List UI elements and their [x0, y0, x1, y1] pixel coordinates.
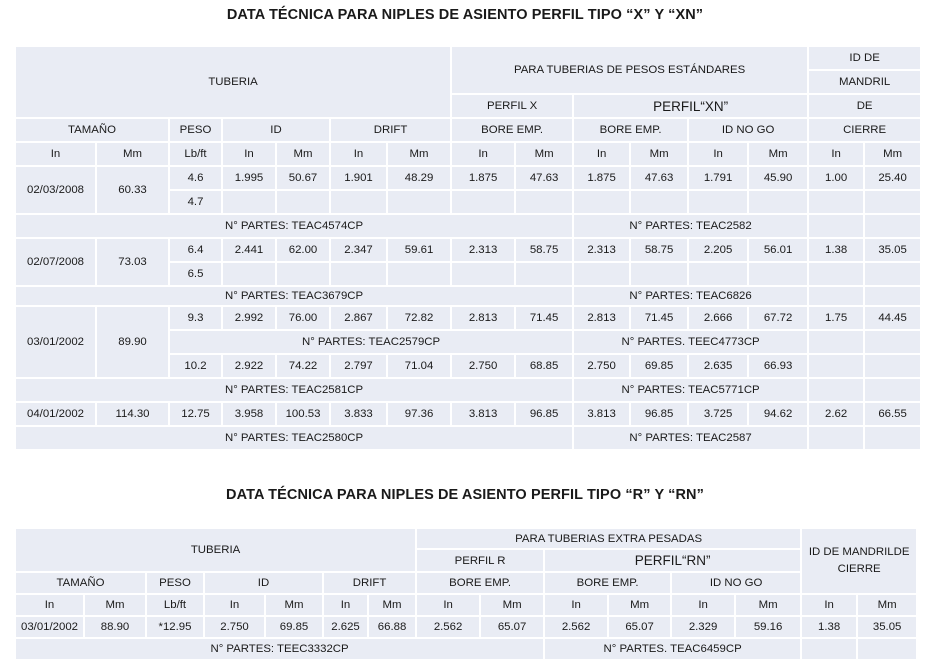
table-row [15, 166, 921, 190]
cell: 6.5 [169, 262, 222, 286]
cell [451, 190, 515, 214]
unit-cell: Mm [608, 594, 671, 616]
header-perfil-rn: PERFIL“RN” [544, 549, 801, 572]
header-extra-pesadas: PARA TUBERIAS EXTRA PESADAS [416, 528, 801, 549]
cell [387, 190, 451, 214]
parts-number-x: N° PARTES: TEAC2580CP [15, 426, 573, 450]
header-id-mandril-cierre: ID DE MANDRILDE CIERRE [801, 528, 917, 594]
cell: 3.725 [688, 402, 748, 426]
cell [276, 190, 330, 214]
cell: 2.313 [451, 238, 515, 262]
header-tuberia: TUBERIA [15, 528, 416, 572]
parts-number-xn: N° PARTES. TEEC4773CP [573, 330, 808, 354]
parts-number-x: N° PARTES: TEAC3679CP [15, 286, 573, 306]
unit-cell: Lb/ft [169, 142, 222, 166]
cell: 74.22 [276, 354, 330, 378]
parts-row [15, 378, 921, 402]
cell: *12.95 [146, 616, 204, 638]
header-row [15, 118, 921, 142]
header-peso: PESO [146, 572, 204, 594]
cell: 3.833 [330, 402, 387, 426]
cell: 1.00 [808, 166, 864, 190]
table-row [15, 616, 917, 638]
cell: 2.347 [330, 238, 387, 262]
cell [330, 190, 387, 214]
cell: 2.813 [573, 306, 630, 330]
unit-cell: In [808, 142, 864, 166]
parts-number-xn: N° PARTES: TEAC6826 [573, 286, 808, 306]
parts-number-xn: N° PARTES: TEAC2582 [573, 214, 808, 238]
cell: 69.85 [630, 354, 688, 378]
cell [857, 638, 917, 660]
unit-cell: In [15, 594, 84, 616]
cell: 71.04 [387, 354, 451, 378]
header-de: DE [808, 94, 921, 118]
cell [864, 286, 921, 306]
cell [630, 262, 688, 286]
header-drift: DRIFT [323, 572, 416, 594]
header-perfil-xn: PERFIL“XN” [573, 94, 808, 118]
header-tamano: TAMAÑO [15, 572, 146, 594]
units-row [15, 594, 917, 616]
cell: 96.85 [630, 402, 688, 426]
unit-cell: Mm [515, 142, 573, 166]
cell: 100.53 [276, 402, 330, 426]
header-id-no-go: ID NO GO [671, 572, 801, 594]
cell [801, 638, 857, 660]
cell: 35.05 [864, 238, 921, 262]
cell: 2.205 [688, 238, 748, 262]
unit-cell: In [451, 142, 515, 166]
size-in: 02/03/2008 [15, 166, 96, 214]
cell: 2.750 [451, 354, 515, 378]
table-row [15, 402, 921, 426]
cell: 9.3 [169, 306, 222, 330]
cell: 72.82 [387, 306, 451, 330]
size-mm: 60.33 [96, 166, 169, 214]
cell: 4.7 [169, 190, 222, 214]
cell: 58.75 [515, 238, 573, 262]
unit-cell: In [330, 142, 387, 166]
table-row [15, 238, 921, 262]
cell [573, 262, 630, 286]
cell: 2.867 [330, 306, 387, 330]
cell [688, 190, 748, 214]
cell [864, 190, 921, 214]
parts-number-x: N° PARTES: TEAC2581CP [15, 378, 573, 402]
cell: 3.958 [222, 402, 276, 426]
cell: 71.45 [515, 306, 573, 330]
unit-cell: Mm [84, 594, 146, 616]
header-perfil-x: PERFIL X [451, 94, 573, 118]
unit-cell: Lb/ft [146, 594, 204, 616]
table-rn-data [14, 527, 918, 661]
unit-cell: Mm [96, 142, 169, 166]
header-bore-emp-rn: BORE EMP. [544, 572, 671, 594]
unit-cell: Mm [630, 142, 688, 166]
size-mm: 73.03 [96, 238, 169, 286]
unit-cell: In [671, 594, 735, 616]
size-in: 03/01/2002 [15, 306, 96, 378]
cell [864, 354, 921, 378]
table2-title: DATA TÉCNICA PARA NIPLES DE ASIENTO PERFIL TIPO “R” Y “RN” [226, 487, 704, 503]
cell: 65.07 [608, 616, 671, 638]
cell [808, 190, 864, 214]
cell: 6.4 [169, 238, 222, 262]
unit-cell: In [323, 594, 368, 616]
unit-cell: Mm [864, 142, 921, 166]
size-mm: 88.90 [84, 616, 146, 638]
unit-cell: In [544, 594, 608, 616]
unit-cell: Mm [735, 594, 801, 616]
header-row [15, 46, 921, 70]
cell [808, 378, 864, 402]
unit-cell: In [801, 594, 857, 616]
cell: 69.85 [265, 616, 323, 638]
unit-cell: Mm [748, 142, 808, 166]
header-cierre: CIERRE [808, 118, 921, 142]
cell: 56.01 [748, 238, 808, 262]
cell: 2.562 [544, 616, 608, 638]
cell: 1.875 [573, 166, 630, 190]
parts-row [15, 214, 921, 238]
parts-number-x: N° PARTES: TEAC4574CP [15, 214, 573, 238]
unit-cell: Mm [480, 594, 544, 616]
cell: 94.62 [748, 402, 808, 426]
cell: 2.635 [688, 354, 748, 378]
cell [630, 190, 688, 214]
cell: 4.6 [169, 166, 222, 190]
unit-cell: Mm [857, 594, 917, 616]
size-in: 04/01/2002 [15, 402, 96, 426]
header-id-de: ID DE [808, 46, 921, 70]
units-row [15, 142, 921, 166]
cell [515, 190, 573, 214]
unit-cell: In [573, 142, 630, 166]
header-row [15, 572, 917, 594]
unit-cell: Mm [368, 594, 416, 616]
cell: 96.85 [515, 402, 573, 426]
size-mm: 89.90 [96, 306, 169, 378]
header-bore-emp-r: BORE EMP. [416, 572, 544, 594]
parts-number-xn: N° PARTES: TEAC2587 [573, 426, 808, 450]
cell [808, 330, 864, 354]
unit-cell: In [688, 142, 748, 166]
cell: 44.45 [864, 306, 921, 330]
cell [515, 262, 573, 286]
size-mm: 114.30 [96, 402, 169, 426]
cell: 2.666 [688, 306, 748, 330]
cell [864, 426, 921, 450]
table1-title: DATA TÉCNICA PARA NIPLES DE ASIENTO PERFIL TIPO “X” Y “XN” [226, 7, 704, 23]
header-pesos-estandares: PARA TUBERIAS DE PESOS ESTÁNDARES [451, 46, 808, 94]
cell: 2.313 [573, 238, 630, 262]
cell: 2.750 [573, 354, 630, 378]
cell: 66.88 [368, 616, 416, 638]
cell [451, 262, 515, 286]
cell: 47.63 [515, 166, 573, 190]
cell: 1.995 [222, 166, 276, 190]
cell: 48.29 [387, 166, 451, 190]
parts-row [15, 286, 921, 306]
cell: 2.750 [204, 616, 265, 638]
size-in: 02/07/2008 [15, 238, 96, 286]
cell: 2.625 [323, 616, 368, 638]
cell: 2.797 [330, 354, 387, 378]
cell: 10.2 [169, 354, 222, 378]
parts-number-r: N° PARTES: TEEC3332CP [15, 638, 544, 660]
unit-cell: In [15, 142, 96, 166]
header-id: ID [222, 118, 330, 142]
cell [748, 262, 808, 286]
header-perfil-r: PERFIL R [416, 549, 544, 572]
cell [864, 214, 921, 238]
cell: 2.992 [222, 306, 276, 330]
header-id: ID [204, 572, 323, 594]
cell [222, 262, 276, 286]
cell: 1.75 [808, 306, 864, 330]
cell: 59.61 [387, 238, 451, 262]
cell [808, 286, 864, 306]
parts-number-xn: N° PARTES: TEAC5771CP [573, 378, 808, 402]
cell [808, 426, 864, 450]
cell [748, 190, 808, 214]
cell: 68.85 [515, 354, 573, 378]
cell: 2.813 [451, 306, 515, 330]
unit-cell: Mm [276, 142, 330, 166]
cell: 1.791 [688, 166, 748, 190]
cell: 50.67 [276, 166, 330, 190]
cell [276, 262, 330, 286]
cell: 97.36 [387, 402, 451, 426]
table-row [15, 306, 921, 330]
parts-row [15, 638, 917, 660]
cell: 2.329 [671, 616, 735, 638]
cell [808, 262, 864, 286]
parts-row [15, 426, 921, 450]
unit-cell: Mm [265, 594, 323, 616]
table-xn-data [14, 45, 922, 451]
cell: 3.813 [451, 402, 515, 426]
cell: 35.05 [857, 616, 917, 638]
header-row [15, 528, 917, 549]
cell [387, 262, 451, 286]
cell: 2.922 [222, 354, 276, 378]
cell: 66.93 [748, 354, 808, 378]
unit-cell: In [204, 594, 265, 616]
header-mandril: MANDRIL [808, 70, 921, 94]
cell: 2.62 [808, 402, 864, 426]
header-id-no-go: ID NO GO [688, 118, 808, 142]
cell: 59.16 [735, 616, 801, 638]
cell: 67.72 [748, 306, 808, 330]
header-peso: PESO [169, 118, 222, 142]
parts-number-x: N° PARTES: TEAC2579CP [169, 330, 573, 354]
unit-cell: In [416, 594, 480, 616]
header-drift: DRIFT [330, 118, 451, 142]
unit-cell: In [222, 142, 276, 166]
header-bore-emp-xn: BORE EMP. [573, 118, 688, 142]
cell: 2.441 [222, 238, 276, 262]
cell [864, 262, 921, 286]
cell: 58.75 [630, 238, 688, 262]
cell: 1.875 [451, 166, 515, 190]
cell [330, 262, 387, 286]
cell [222, 190, 276, 214]
header-bore-emp-x: BORE EMP. [451, 118, 573, 142]
cell [864, 330, 921, 354]
cell: 65.07 [480, 616, 544, 638]
cell [808, 354, 864, 378]
cell [688, 262, 748, 286]
cell: 1.38 [801, 616, 857, 638]
cell: 47.63 [630, 166, 688, 190]
cell: 76.00 [276, 306, 330, 330]
cell: 25.40 [864, 166, 921, 190]
cell [573, 190, 630, 214]
cell: 1.38 [808, 238, 864, 262]
cell: 71.45 [630, 306, 688, 330]
cell: 45.90 [748, 166, 808, 190]
cell: 12.75 [169, 402, 222, 426]
cell: 3.813 [573, 402, 630, 426]
header-tamano: TAMAÑO [15, 118, 169, 142]
header-tuberia: TUBERIA [15, 46, 451, 118]
cell [808, 214, 864, 238]
parts-number-rn: N° PARTES. TEAC6459CP [544, 638, 801, 660]
unit-cell: Mm [387, 142, 451, 166]
cell [864, 378, 921, 402]
size-in: 03/01/2002 [15, 616, 84, 638]
cell: 66.55 [864, 402, 921, 426]
cell: 2.562 [416, 616, 480, 638]
cell: 1.901 [330, 166, 387, 190]
cell: 62.00 [276, 238, 330, 262]
